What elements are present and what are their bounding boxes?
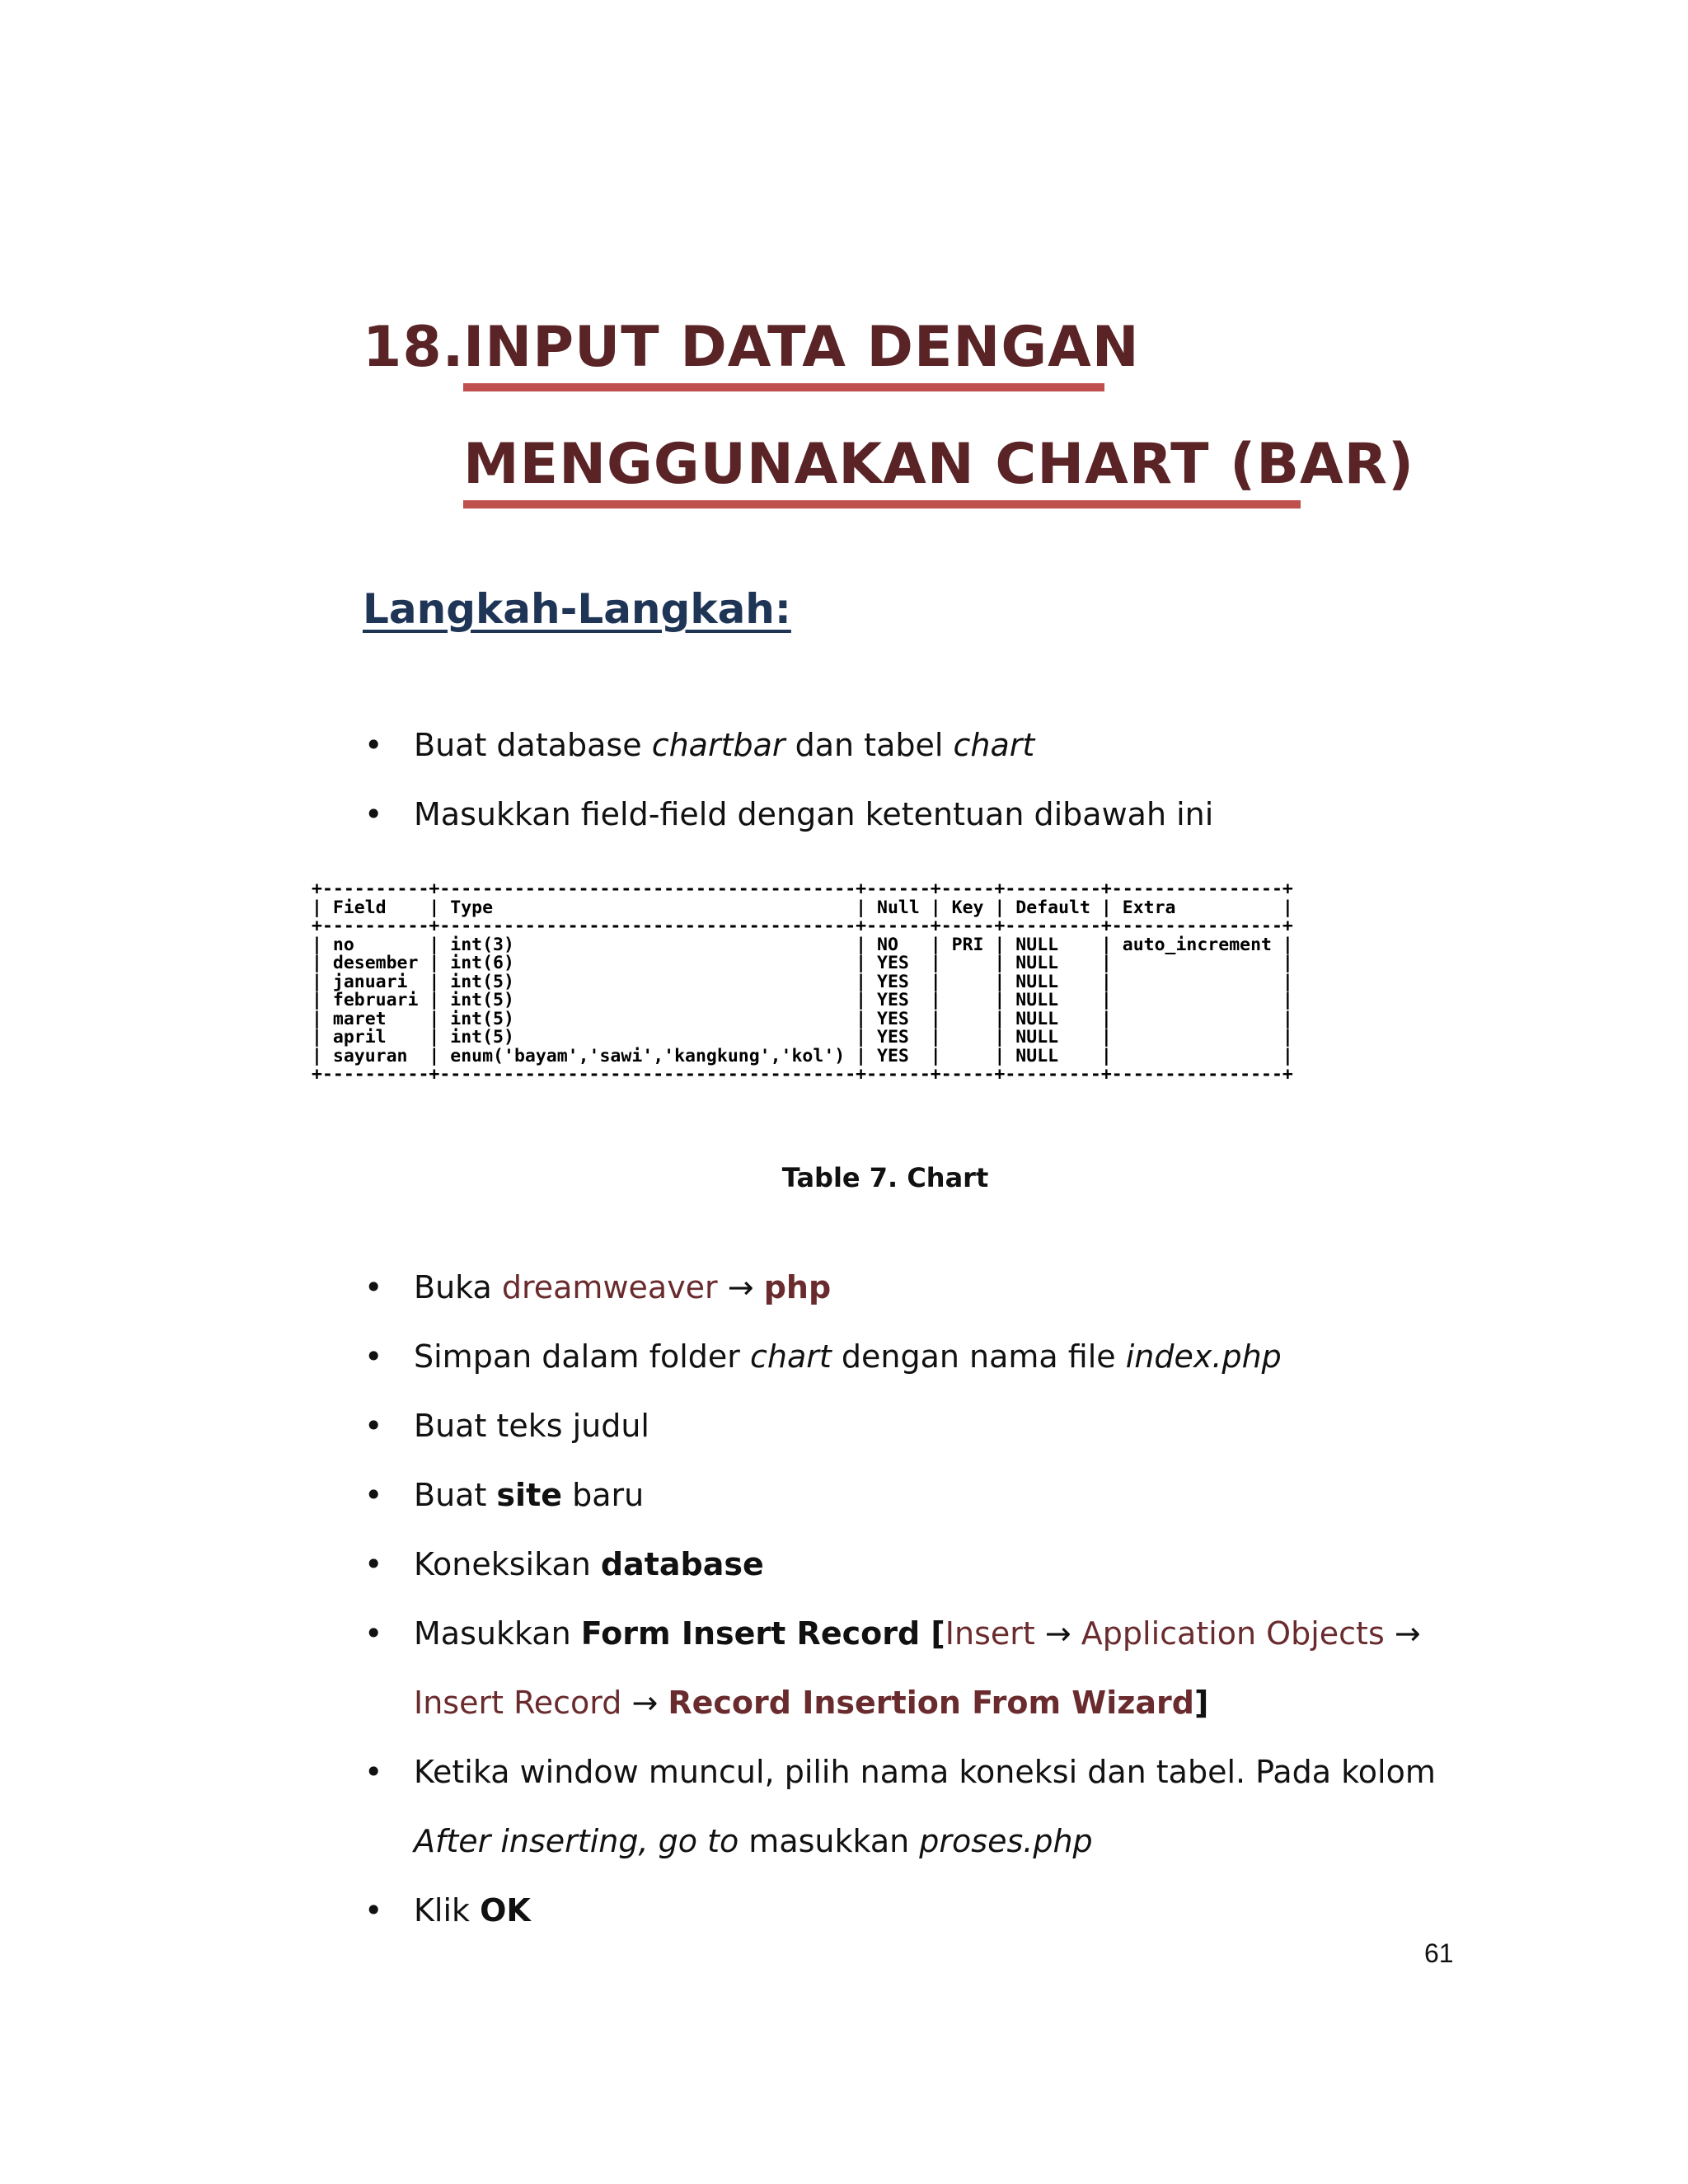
list-item: • Simpan dalam folder chart dengan nama file index.php [363, 1322, 1467, 1391]
list-item: • Ketika window muncul, pilih nama koneksi dan tabel. Pada kolom [363, 1737, 1467, 1807]
bullet-icon: • [364, 1338, 383, 1375]
bullet-icon: • [364, 1754, 383, 1790]
list-item: • Buat teks judul [363, 1391, 1467, 1460]
chapter-title-line-2: MENGGUNAKAN CHART (BAR) [463, 432, 1415, 497]
list-item: • Masukkan Form Insert Record [Insert → Application Objects → [363, 1599, 1467, 1668]
table-caption: Table 7. Chart [781, 1162, 989, 1193]
bullet-icon: • [364, 796, 383, 832]
list-item: • Masukkan field-field dengan ketentuan dibawah ini [363, 780, 1467, 849]
page-number: 61 [1424, 1938, 1454, 1968]
list-item-continuation: After inserting, go to masukkan proses.php [414, 1823, 1093, 1859]
bullet-icon: • [364, 1477, 383, 1513]
list-item: • Klik OK [363, 1876, 1467, 1945]
list-item-continuation: Insert Record → Record Insertion From Wizard] [414, 1685, 1209, 1721]
title-underline-1 [463, 383, 1104, 391]
bullet-icon: • [364, 1546, 383, 1582]
bullet-icon: • [364, 1408, 383, 1444]
steps-list-top [363, 710, 1467, 849]
list-item: • Koneksikan database [363, 1530, 1467, 1599]
bullet-icon: • [364, 1615, 383, 1652]
section-subheading: Langkah-Langkah: [363, 585, 791, 633]
title-underline-2 [463, 500, 1301, 509]
chapter-number: 18. [363, 315, 465, 380]
list-item: • Buat site baru [363, 1460, 1467, 1530]
bullet-icon: • [364, 727, 383, 763]
mysql-describe-table: +----------+---------------------------------------+------+-----+---------+----------------+ | Field | Type | Null | Key | Default | Extra | +----------+---------------------------------------+------+-----+---------+----------------+ | no | int(3) | NO | PRI | NULL | auto_increment | | desember | int(6) | YES | | NULL | | | januari | int(5) | YES | | NULL | | | februari | int(5) | YES | | NULL | | | maret | int(5) | YES | | NULL | | | april | int(5) | YES | | NULL | | | sayuran | enum('bayam','sawi','kangkung','kol') | YES | | NULL | | +----------+---------------------------------------+------+-----+---------+----------------+ [312, 879, 1293, 1085]
list-item: • Buka dreamweaver → php [363, 1253, 1467, 1322]
bullet-icon: • [364, 1269, 383, 1305]
bullet-icon: • [364, 1892, 383, 1929]
list-item: • Buat database chartbar dan tabel chart [363, 710, 1467, 780]
chapter-title-line-1: INPUT DATA DENGAN [463, 315, 1140, 380]
steps-list-bottom [363, 1253, 1467, 1945]
